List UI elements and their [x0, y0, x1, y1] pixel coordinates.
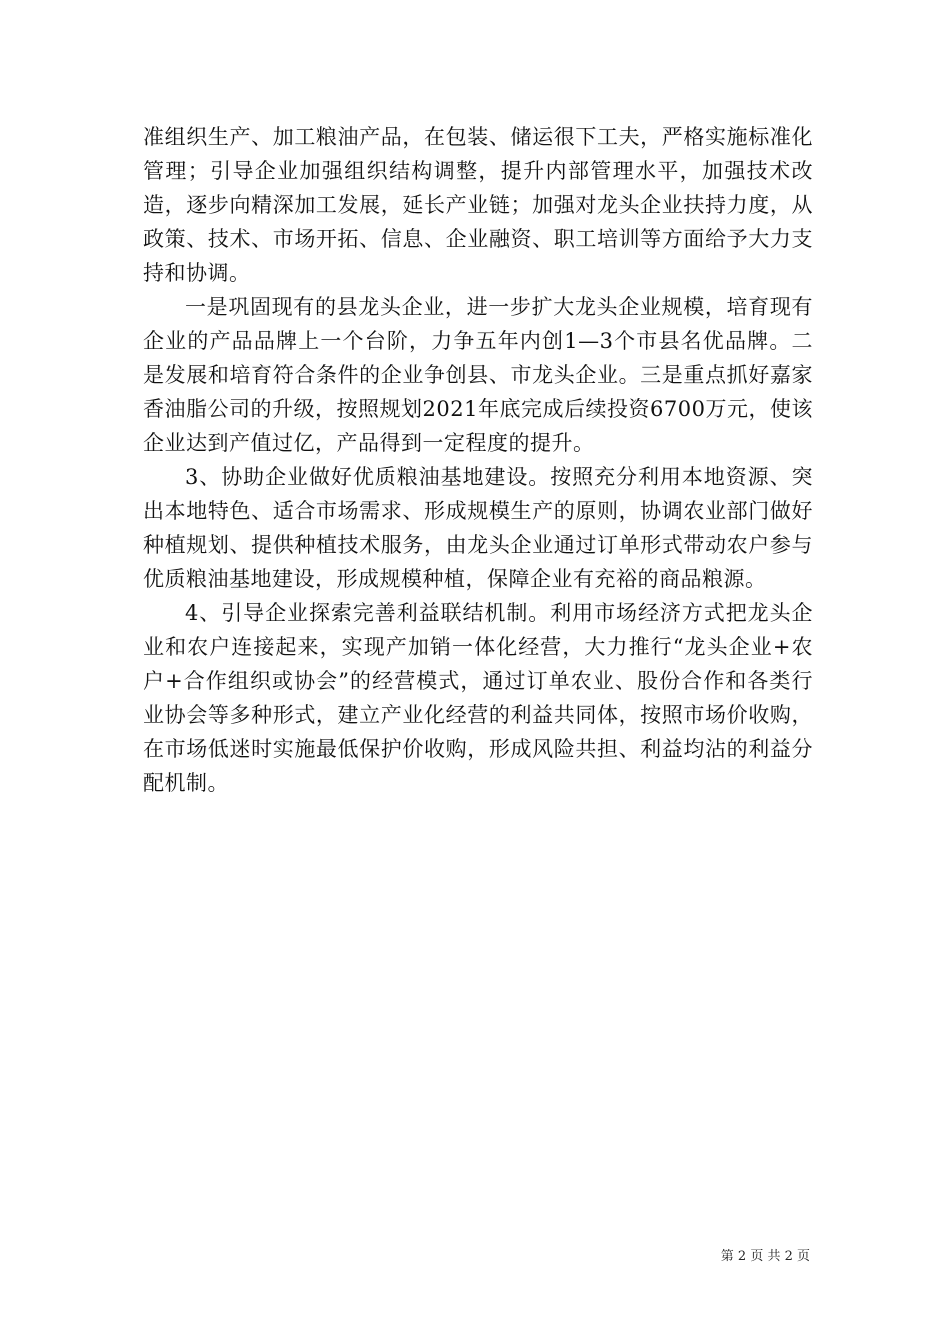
paragraph-continuation: 准组织生产、加工粮油产品，在包装、储运很下工夫，严格实施标准化管理；引导企业加强组织结构调整，提升内部管理水平，加强技术改造，逐步向精深加工发展，延长产业链；加强对龙头企业扶持力度，从政策、技术、市场开拓、信息、企业融资、职工培训等方面给予大力支持和协调。 [143, 125, 813, 285]
paragraph-item-3: 3、协助企业做好优质粮油基地建设。按照充分利用本地资源、突出本地特色、适合市场需求、形成规模生产的原则，协调农业部门做好种植规划、提供种植技术服务，由龙头企业通过订单形式带动农户参与优质粮油基地建设，形成规模种植，保障企业有充裕的商品粮源。 [143, 465, 813, 591]
paragraph-first-second-third: 一是巩固现有的县龙头企业，进一步扩大龙头企业规模，培育现有企业的产品品牌上一个台阶，力争五年内创1—3个市县名优品牌。二是发展和培育符合条件的企业争创县、市龙头企业。三是重点抓好嘉家香油脂公司的升级，按照规划2021年底完成后续投资6700万元，使该企业达到产值过亿，产品得到一定程度的提升。 [143, 295, 813, 455]
paragraph-item-4: 4、引导企业探索完善利益联结机制。利用市场经济方式把龙头企业和农户连接起来，实现产加销一体化经营，大力推行“龙头企业+农户+合作组织或协会”的经营模式，通过订单农业、股份合作和各类行业协会等多种形式，建立产业化经营的利益共同体，按照市场价收购，在市场低迷时实施最低保护价收购，形成风险共担、利益均沾的利益分配机制。 [143, 601, 813, 795]
page-number-footer: 第 2 页 共 2 页 [720, 1249, 810, 1264]
document-body [143, 120, 813, 800]
